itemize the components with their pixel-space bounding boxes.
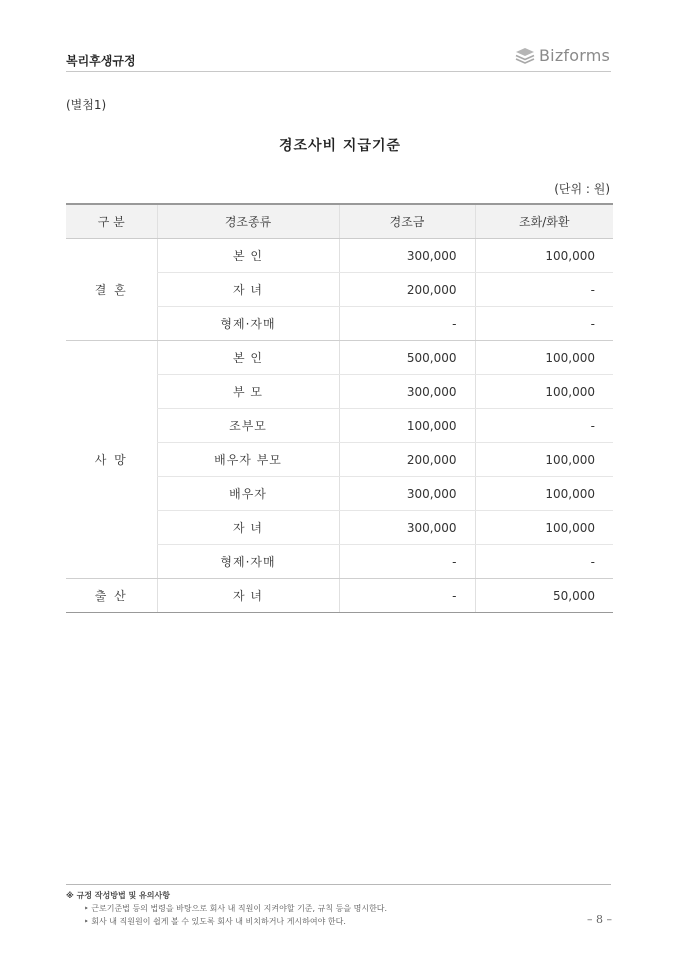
row-amount: -: [339, 579, 475, 613]
row-amount: 300,000: [339, 477, 475, 511]
notes-title: ※ 규정 작성방법 및 유의사항: [66, 891, 170, 900]
row-flowers: 100,000: [475, 511, 613, 545]
row-amount: -: [339, 307, 475, 341]
row-kind: 자 녀: [157, 273, 339, 307]
row-kind: 배우자: [157, 477, 339, 511]
group-label-birth: 출 산: [66, 579, 157, 613]
row-flowers: -: [475, 273, 613, 307]
row-flowers: -: [475, 307, 613, 341]
row-amount: 100,000: [339, 409, 475, 443]
row-kind: 부 모: [157, 375, 339, 409]
row-flowers: 100,000: [475, 477, 613, 511]
page-number: – 8 –: [587, 913, 612, 926]
row-flowers: 50,000: [475, 579, 613, 613]
row-flowers: 100,000: [475, 443, 613, 477]
row-kind: 자 녀: [157, 511, 339, 545]
bizforms-logo: [515, 46, 610, 65]
row-amount: 300,000: [339, 511, 475, 545]
fee-table: [66, 203, 613, 613]
row-flowers: 100,000: [475, 239, 613, 273]
document-title: 경조사비 지급기준: [278, 138, 402, 154]
table-row: [66, 579, 613, 613]
row-kind: 본 인: [157, 239, 339, 273]
footer-divider: [66, 884, 611, 885]
stacked-layers-icon: [515, 47, 535, 65]
note-item: ‣ 근로기준법 등의 법령을 바탕으로 회사 내 직원이 지켜야할 기준, 규칙 등을 명시한다.: [84, 904, 388, 913]
row-amount: 200,000: [339, 443, 475, 477]
header-title: 복리후생규정: [66, 54, 136, 68]
table-row: [66, 239, 613, 273]
column-header-kind: 경조종류: [157, 204, 339, 239]
header-divider: [66, 71, 611, 72]
row-kind: 배우자 부모: [157, 443, 339, 477]
logo-text: Bizforms: [539, 46, 611, 65]
unit-label: (단위 : 원): [554, 182, 610, 196]
attachment-label: (별첨1): [66, 98, 107, 112]
row-kind: 형제·자매: [157, 307, 339, 341]
row-amount: 300,000: [339, 239, 475, 273]
group-label-death: 사 망: [66, 341, 157, 579]
row-amount: 300,000: [339, 375, 475, 409]
table-header-row: [66, 204, 613, 239]
group-label-wedding: 결 혼: [66, 239, 157, 341]
row-amount: 500,000: [339, 341, 475, 375]
row-kind: 본 인: [157, 341, 339, 375]
row-kind: 자 녀: [157, 579, 339, 613]
row-kind: 조부모: [157, 409, 339, 443]
footer-notes: [66, 889, 387, 928]
row-amount: -: [339, 545, 475, 579]
row-amount: 200,000: [339, 273, 475, 307]
row-flowers: 100,000: [475, 375, 613, 409]
column-header-category: 구 분: [66, 204, 157, 239]
row-flowers: -: [475, 545, 613, 579]
row-flowers: 100,000: [475, 341, 613, 375]
row-flowers: -: [475, 409, 613, 443]
column-header-amount: 경조금: [339, 204, 475, 239]
table-row: [66, 341, 613, 375]
row-kind: 형제·자매: [157, 545, 339, 579]
note-item: ‣ 회사 내 직원원이 쉽게 볼 수 있도록 회사 내 비치하거나 게시하여야 한다.: [84, 917, 346, 926]
column-header-flowers: 조화/화환: [475, 204, 613, 239]
